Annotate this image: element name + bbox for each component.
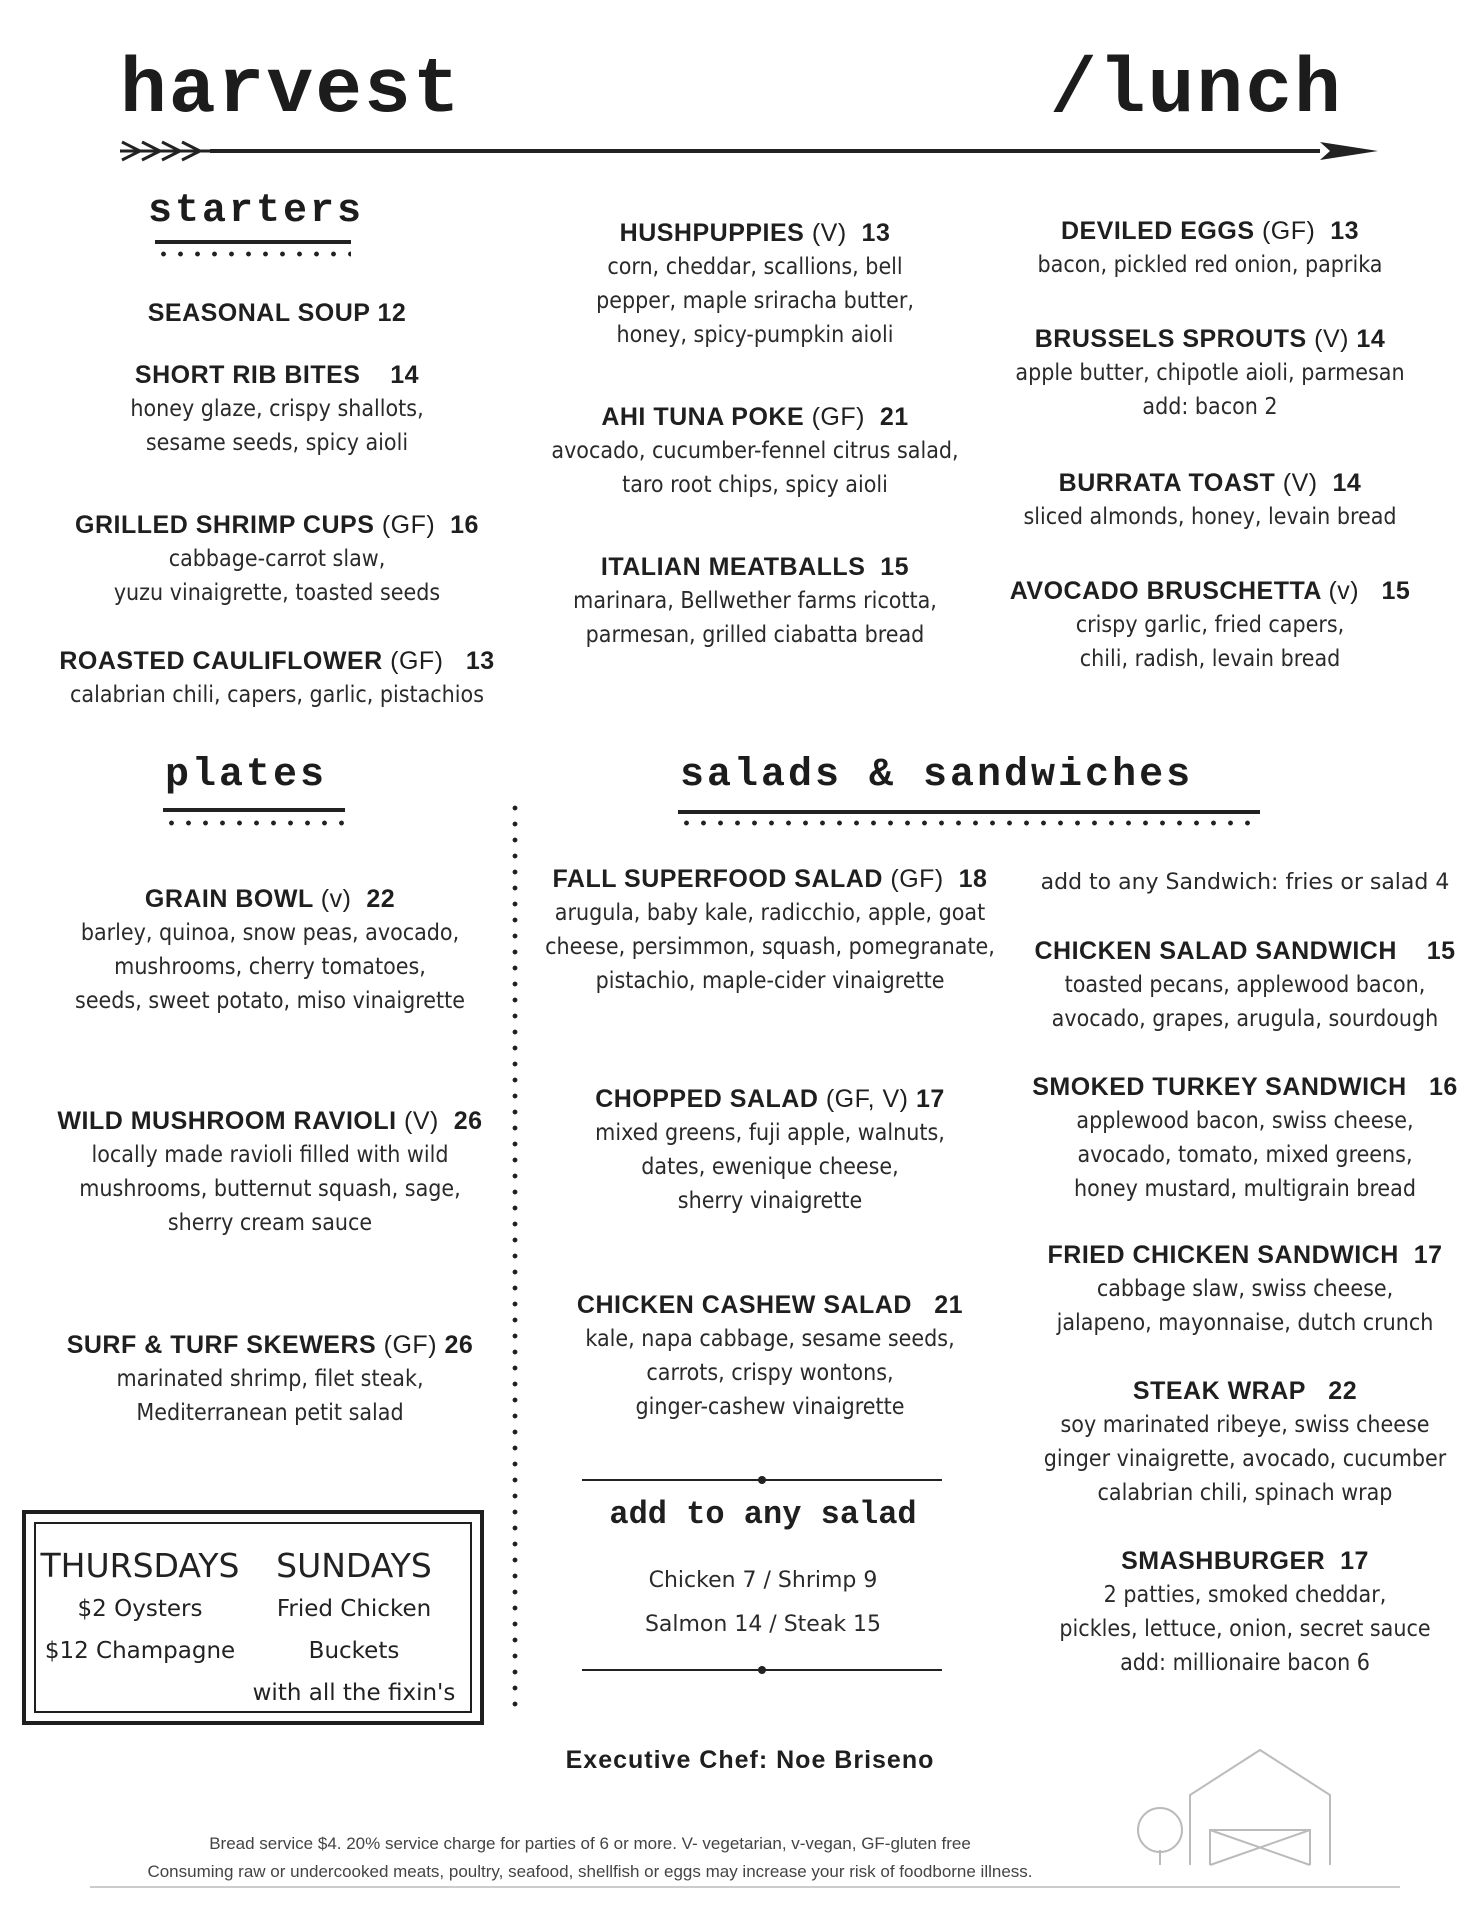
item-price: 14 <box>390 361 420 389</box>
add-salad-line: Chicken 7 / Shrimp 9 <box>648 1568 878 1593</box>
menu-item <box>520 862 1020 998</box>
item-name: AVOCADO BRUSCHETTA <box>1009 577 1322 605</box>
arrow-head-icon <box>1320 142 1378 160</box>
item-description: apple butter, chipotle aioli, parmesan add: bacon 2 <box>1015 360 1405 420</box>
item-description: arugula, baby kale, radicchio, apple, goat cheese, persimmon, squash, pomegranate, pistachio, maple-cider vinaigrette <box>545 900 995 994</box>
item-name: HUSHPUPPIES <box>619 219 805 247</box>
item-description: cabbage-carrot slaw, yuzu vinaigrette, toasted seeds <box>113 546 441 606</box>
item-description: soy marinated ribeye, swiss cheese ginger vinaigrette, avocado, cucumber calabrian chili, spinach wrap <box>1043 1412 1447 1506</box>
item-price: 16 <box>450 511 479 539</box>
starters-dots <box>155 251 351 257</box>
menu-item <box>990 322 1430 424</box>
item-description: kale, napa cabbage, sesame seeds, carrots, crispy wontons, ginger-cashew vinaigrette <box>585 1326 955 1420</box>
arrow-fletching-icon <box>120 142 210 160</box>
sundays-line: Fried Chicken Buckets <box>276 1596 432 1664</box>
item-tag: (V) <box>1282 469 1318 497</box>
item-name: SHORT RIB BITES <box>134 361 361 389</box>
menu-item <box>1020 1238 1470 1340</box>
weekly-specials-box <box>22 1510 484 1725</box>
menu-item <box>520 216 990 352</box>
item-description: barley, quinoa, snow peas, avocado, mushrooms, cherry tomatoes, seeds, sweet potato, miso vinaigrette <box>75 920 465 1014</box>
menu-item <box>520 1288 1020 1424</box>
item-price: 17 <box>915 1085 945 1113</box>
thursdays-line: $2 Oysters <box>77 1596 203 1622</box>
menu-item <box>520 550 990 652</box>
item-tag: (GF) <box>383 1331 438 1359</box>
item-name: SURF & TURF SKEWERS <box>66 1331 377 1359</box>
item-name: DEVILED EGGS <box>1060 217 1255 245</box>
item-price: 15 <box>1426 937 1456 965</box>
meal-title: /lunch <box>1050 47 1343 135</box>
item-price: 14 <box>1332 469 1362 497</box>
item-price: 13 <box>1330 217 1360 245</box>
item-tag: (V) <box>404 1107 439 1135</box>
item-tag: (v) <box>320 885 352 913</box>
item-tag: (GF, V) <box>825 1085 909 1113</box>
item-price: 14 <box>1356 325 1386 353</box>
item-price: 13 <box>861 219 891 247</box>
menu-item <box>20 644 534 712</box>
add-salad-title: add to any salad <box>609 1496 917 1533</box>
sundays-title: SUNDAYS <box>276 1546 432 1585</box>
menu-item <box>990 574 1430 676</box>
arrow-divider <box>120 138 1382 164</box>
item-price: 15 <box>880 553 910 581</box>
menu-item <box>990 466 1430 534</box>
item-price: 21 <box>934 1291 964 1319</box>
sundays-special <box>244 1544 464 1714</box>
menu-item <box>20 1328 520 1430</box>
item-description: mixed greens, fuji apple, walnuts, dates, ewenique cheese, sherry vinaigrette <box>595 1120 945 1214</box>
item-name: GRAIN BOWL <box>144 885 314 913</box>
item-tag: (v) <box>1328 577 1360 605</box>
plates-dots <box>163 820 345 826</box>
salads-underline <box>678 810 1260 814</box>
item-tag: (GF) <box>381 511 436 539</box>
item-tag: (GF) <box>811 403 865 431</box>
item-name: WILD MUSHROOM RAVIOLI <box>57 1107 397 1135</box>
section-title-starters: starters <box>148 189 365 234</box>
salads-dots <box>678 820 1260 826</box>
menu-item <box>520 1082 1020 1218</box>
section-title-plates: plates <box>165 753 328 798</box>
add-salad-top-divider <box>582 1474 942 1486</box>
item-description: sliced almonds, honey, levain bread <box>1023 504 1397 530</box>
item-price: 22 <box>366 885 396 913</box>
item-name: ITALIAN MEATBALLS <box>600 553 866 581</box>
item-price: 21 <box>879 403 909 431</box>
menu-item <box>1020 934 1470 1036</box>
item-price: 17 <box>1413 1241 1443 1269</box>
thursdays-special <box>40 1544 240 1672</box>
starters-underline <box>155 240 351 244</box>
item-price: 26 <box>453 1107 483 1135</box>
item-tag: (GF) <box>390 647 444 675</box>
item-description: locally made ravioli filled with wild mushrooms, butternut squash, sage, sherry cream sauce <box>79 1142 461 1236</box>
section-title-salads-sandwiches: salads & sandwiches <box>680 753 1194 798</box>
item-name: AHI TUNA POKE <box>601 403 805 431</box>
executive-chef: Executive Chef: Noe Briseno <box>565 1746 935 1774</box>
thursdays-title: THURSDAYS <box>40 1546 240 1585</box>
thursdays-line: $12 Champagne <box>44 1638 236 1664</box>
item-price: 26 <box>444 1331 474 1359</box>
menu-item <box>20 882 520 1018</box>
item-description: marinara, Bellwether farms ricotta, parmesan, grilled ciabatta bread <box>573 588 937 648</box>
item-name: GRILLED SHRIMP CUPS <box>75 511 375 539</box>
item-name: FRIED CHICKEN SANDWICH <box>1047 1241 1399 1269</box>
footer-rule <box>90 1886 1400 1888</box>
item-name: STEAK WRAP <box>1132 1377 1306 1405</box>
plates-underline <box>163 808 345 812</box>
item-name: SMOKED TURKEY SANDWICH <box>1032 1073 1407 1101</box>
footer-warning: Consuming raw or undercooked meats, poultry, seafood, shellfish or eggs may increase your risk of foodborne illness. <box>147 1862 1033 1881</box>
item-description: calabrian chili, capers, garlic, pistachios <box>70 682 484 708</box>
item-name: SEASONAL SOUP 12 <box>147 299 407 327</box>
item-description: marinated shrimp, filet steak, Mediterranean petit salad <box>116 1366 424 1426</box>
item-price: 15 <box>1381 577 1411 605</box>
item-description: crispy garlic, fried capers, chili, radish, levain bread <box>1075 612 1345 672</box>
menu-item <box>40 358 514 460</box>
item-name: CHICKEN CASHEW SALAD <box>576 1291 912 1319</box>
footer-note: Bread service $4. 20% service charge for parties of 6 or more. V- vegetarian, v-vegan, GF-gluten free <box>209 1834 971 1853</box>
menu-item <box>990 214 1430 282</box>
item-name: CHICKEN SALAD SANDWICH <box>1034 937 1397 965</box>
add-salad-bottom-divider <box>582 1664 942 1676</box>
item-name: SMASHBURGER <box>1121 1547 1326 1575</box>
item-tag: (V) <box>1314 325 1349 353</box>
item-name: FALL SUPERFOOD SALAD <box>552 865 883 893</box>
item-name: ROASTED CAULIFLOWER <box>59 647 383 675</box>
item-tag: (GF) <box>890 865 944 893</box>
item-price: 17 <box>1340 1547 1369 1575</box>
menu-item <box>520 400 990 502</box>
menu-item <box>1020 1544 1470 1680</box>
item-tag: (V) <box>811 219 847 247</box>
item-description: toasted pecans, applewood bacon, avocado, grapes, arugula, sourdough <box>1051 972 1439 1032</box>
item-price: 13 <box>465 647 495 675</box>
item-description: bacon, pickled red onion, paprika <box>1037 252 1383 278</box>
add-salad-line: Salmon 14 / Steak 15 <box>644 1612 882 1637</box>
menu-item <box>20 508 534 610</box>
item-name: BRUSSELS SPROUTS <box>1034 325 1307 353</box>
item-name: CHOPPED SALAD <box>595 1085 819 1113</box>
item-price: 18 <box>958 865 988 893</box>
item-description: cabbage slaw, swiss cheese, jalapeno, mayonnaise, dutch crunch <box>1056 1276 1434 1336</box>
item-tag: (GF) <box>1261 217 1316 245</box>
menu-item <box>40 296 514 330</box>
item-description: applewood bacon, swiss cheese, avocado, tomato, mixed greens, honey mustard, multigrain bread <box>1074 1108 1416 1202</box>
sundays-line: with all the fixin's <box>252 1680 456 1706</box>
item-price: 16 <box>1428 1073 1458 1101</box>
item-name: BURRATA TOAST <box>1058 469 1276 497</box>
item-description: 2 patties, smoked cheddar, pickles, lettuce, onion, secret sauce add: millionaire bacon 6 <box>1059 1582 1431 1676</box>
sandwich-addon-note: add to any Sandwich: fries or salad 4 <box>1040 870 1450 895</box>
menu-item <box>1020 1070 1470 1206</box>
item-description: honey glaze, crispy shallots, sesame seeds, spicy aioli <box>130 396 424 456</box>
brand-title: harvest <box>120 47 462 135</box>
item-price: 22 <box>1328 1377 1358 1405</box>
barn-illustration <box>1120 1740 1420 1870</box>
menu-item <box>20 1104 520 1240</box>
item-description: corn, cheddar, scallions, bell pepper, maple sriracha butter, honey, spicy-pumpkin aioli <box>596 254 914 348</box>
menu-item <box>1020 1374 1470 1510</box>
item-description: avocado, cucumber-fennel citrus salad, taro root chips, spicy aioli <box>551 438 959 498</box>
